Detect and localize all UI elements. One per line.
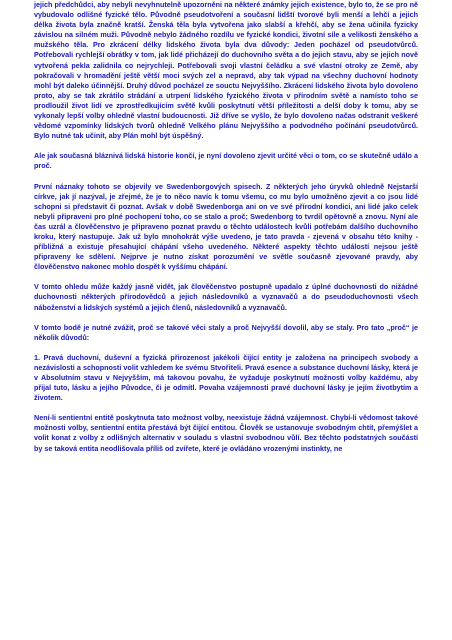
paragraph: V tomto bodě je nutné zvážit, proč se takové věci staly a proč Nejvyšší dovolil, aby se staly. Pro tato „proč“ je několik důvodů: xyxy=(34,322,418,342)
paragraph: 1. Pravá duchovní, duševní a fyzická přirozenost jakékoli čijící entity je založena na principech svobody a nezávislosti a schopnosti volit vzhledem ke svému Stvořiteli. Pravá esence a substance duchovní lásky, která je v Absolutním stavu v Nejvyšším, má takovou povahu, že vyžaduje poskytnutí možnosti volby každému, aby přijal tuto, lásku a jejího Původce, či je odmítl. Povaha vzájemnosti pravé duchovní lásky je jejím životbytím a životem. xyxy=(34,352,418,403)
paragraph: jejich předchůdci, aby nebyli nevyhnutelně upozorněni na některé známky jejich existence, bylo to, že se pro ně vybudovalo odlišné fyzické tělo. Původně pseudotvoření a současní lidští tvorové byli menší a lehčí a jejich délka života byla značně kratší. Ženská těla byla vytvořena jako slabší a křehčí, aby se žena učinila fyzicky závislou na silném muži. Původně nebylo žádného rozdílu ve fyzické kondici, životní síle a velikosti ženského a mužského těla. Pro zkrácení délky lidského života byla dva důvody: Jeden pocházel od pseudotvůrců. Potřebovali rychlejší obrátky v tom, jak lidé přicházejí do duchovního světa a do jejich stavu, aby se jejich nově vytvořená pekla zalidnila co nejrychleji. Potřebovali svoji vlastní čeládku a své vlastní otroky ze Země, aby pokračovali v hromadění ještě větší moci svých zel a nepravd, aby tak výpad na všechny duchovní hodnoty mohl být daleko účinnější. Druhý důvod pocházel ze souctu Nejvyššího. Zkrácení lidského života bylo dovoleno proto, aby se tak zkrátilo strádání a utrpení lidského fyzického života v přírodním světě a namísto toho se prodloužil život lidí ve zprostředkujícím světě kvůli poskytnutí větší příležitosti a delší doby k tomu, aby se vykonaly lepší volby ohledně vlastní budoucnosti. Již dříve se vyšlo, že bylo dovoleno načas odstranit veškeré vědomé vzpomínky lidských tvorů ohledně Velkého plánu Nejvyššího a podvodného počínání pseudotvůrců. Bylo nutné tak učinit, aby Plán mohl být úspěšný. xyxy=(34,0,418,141)
paragraph-gap xyxy=(34,272,418,282)
paragraph: První náznaky tohoto se objevily ve Swedenborgových spisech. Z některých jeho úryvků ohledně Nejstarší církve, jak jí nazýval, je zřejmé, že je to něco navíc k tomu všemu, co mu bylo umožněno zjevit a co jsou lidé schopni si představit či poznat. Avšak v době Swedenborga ani on ve své přírodní kondici, ani lidé jako celek nebyli připraveni pro plné pochopení toho, co se stalo a proč; Swedenborg to tvrdil opětovně a znovu. Nyní ale čas uzrál a člověčenstvo je připraveno poznat pravdu o těchto událostech kvůli potřebám dalšího duchovního kroku, který nastupuje. Jak už bylo mnohokrát výše uvedeno, je tato pravda - zjevená v obsahu této knihy - příbližná a existuje přesahující chápání všeho uvedeného. Některé aspekty těchto událostí nejsou ještě připraveny ke sdělení. Nejprve je nutno získat porozumění ve světle současně zjevované pravdy, aby člověčenstvo nakonec mohlo dospět k vyššímu chápání. xyxy=(34,181,418,272)
paragraph-gap xyxy=(34,313,418,323)
paragraph: Ale jak současná bláznivá lidská historie končí, je nyní dovoleno zjevit určité věci o tom, co se skutečně událo a proč. xyxy=(34,151,418,171)
paragraph-gap xyxy=(34,172,418,182)
paragraph: Není-li sentientní entitě poskytnuta tato možnost volby, neexistuje žádná vzájemnost. Chybí-li vědomost takové možnosti volby, sentientní entita přestává být čijící entitou. Člověk se ustanovuje svobodným chtít, přemýšlet a volit konat z volby z odlišných alternativ v souladu s vlastní svobodnou vůlí. Bez těchto podstatných součástí by se taková entita neodlišovala příliš od zvířete, které je ovládáno vrozenými instinkty, ne xyxy=(34,413,418,453)
paragraph-gap xyxy=(34,141,418,151)
paragraph: V tomto ohledu může každý jasně vidět, jak člověčenstvo postupně upadalo z úplné duchovnosti do nižádné duchovnosti některých přírodovědců a jejich následovníků a vyznavačů a do pseudoduchovnosti všech náboženství a lidských systémů a jejich členů, následovníků a vyznavačů. xyxy=(34,282,418,312)
paragraph-gap xyxy=(34,403,418,413)
paragraph-gap xyxy=(34,343,418,353)
document-page xyxy=(34,0,418,640)
